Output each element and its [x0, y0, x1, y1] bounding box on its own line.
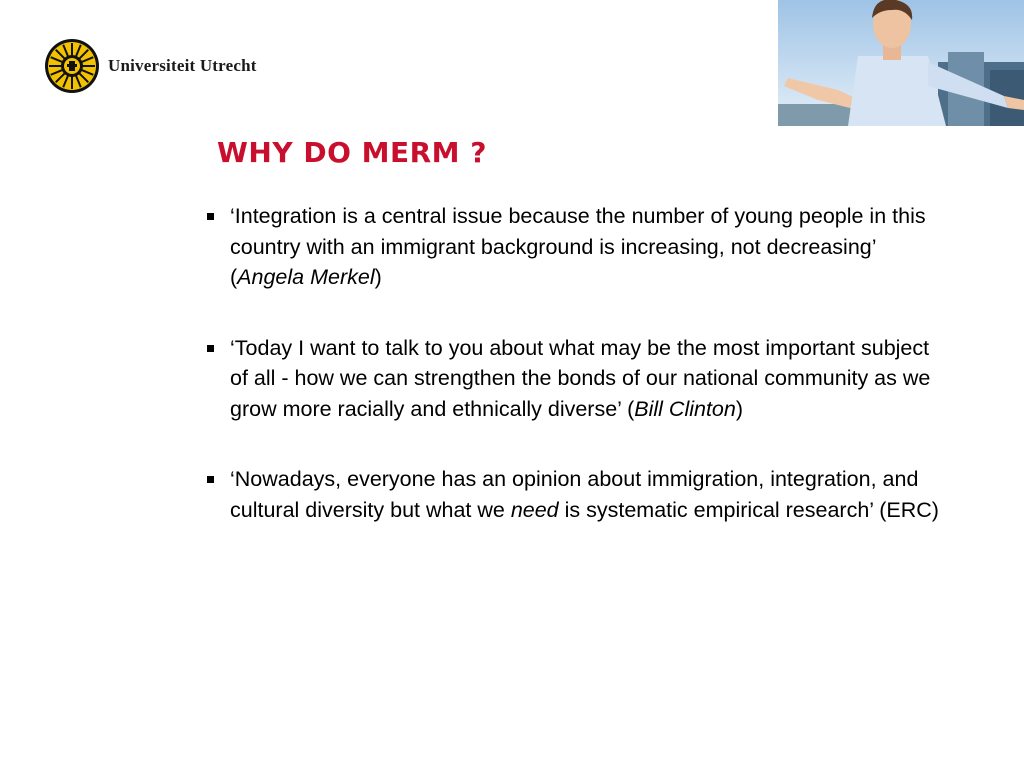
bullet-merkel	[204, 201, 944, 293]
slide-title: WHY DO MERM ?	[217, 136, 488, 169]
square-bullet-icon	[207, 476, 214, 483]
bullet-clinton	[204, 333, 944, 425]
square-bullet-icon	[207, 213, 214, 220]
quote-attribution: Bill Clinton	[634, 396, 736, 421]
square-bullet-icon	[207, 345, 214, 352]
quote-emphasis: need	[510, 497, 559, 522]
quote-suffix: )	[374, 265, 382, 289]
bullet-erc	[204, 464, 944, 525]
quote-text-end: is systematic empirical research’ (ERC)	[558, 497, 939, 522]
university-seal-icon	[44, 38, 100, 94]
quote-suffix: )	[735, 396, 744, 421]
bullet-list	[204, 201, 944, 565]
quote-text: ‘Today I want to talk to you about what may be the most important subject of all - how we can strengthen the bonds of our national community as we grow more racially and ethnically diverse’ (	[230, 335, 931, 421]
quote-attribution: Angela Merkel	[237, 265, 375, 289]
man-with-outstretched-arms-photo	[778, 0, 1024, 126]
university-logo	[44, 38, 257, 94]
quote-text: ‘Integration is a central issue because the number of young people in this country with an immigrant background is increasing, not decreasing’ (	[230, 204, 926, 289]
quote-text: ‘Nowadays, everyone has an opinion about immigration, integration, and cultural diversity but what we	[230, 467, 919, 522]
logo-text: Universiteit Utrecht	[108, 56, 257, 75]
